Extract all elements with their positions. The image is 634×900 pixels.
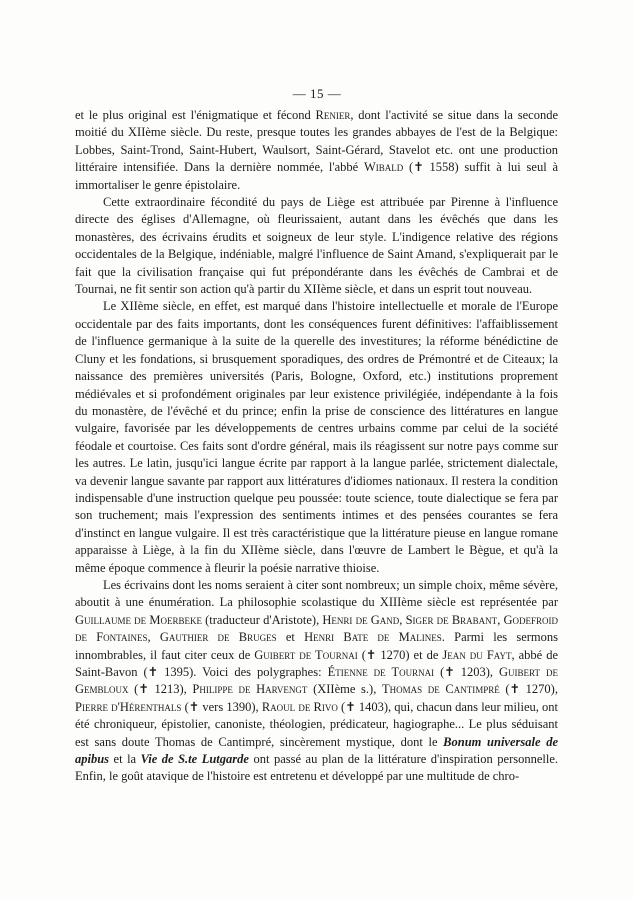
text-run: Le XIIème siècle, en effet, est marqué dans l'histoire intellectuelle et morale de l'Europe occidentale par des faits importants, dont les conséquences furent définitives: l'affaiblissement de l'influence germanique à la suite de la querelle des investitures; la réforme bénédictine de Cluny et les fondations, si brusquement sporadiques, des ordres de Prémontré et de Citeaux; la naissance des premières universités (Paris, Bologne, Oxford, etc.) institutions proprement médiévales et si profondément originales par leur existence privilégiée, indépendante à la fois du monastère, de l'évêché et du prince; enfin la prise de conscience des littératures en langue vulgaire, favorisée par les développements de centres urbains comme par celui de la société féodale et courtoise. Ces faits sont d'ordre général, mais ils réagissent sur notre pays comme sur les autres. Le latin, jusqu'ici langue écrite par rapport à la langue parlée, strictement dialectale, va devenir langue savante par rapport aux littératures d'idiomes nationaux. Il restera la condition indispensable d'une instruction quelque peu poussée: toute science, toute dialectique se fera par son truchement; mais l'expression des sentiments intimes et des pensées courantes se fera d'instinct en langue vulgaire. Il est très caractéristique que la littérature pieuse en langue romane apparaisse à Liège, à la fin du XIIème siècle, dans l'œuvre de Lambert le Bègue, et qu'à la même époque commence à fleurir la poésie narrative thioise. <box>75 299 558 575</box>
text-run: (XIIème s.), <box>307 682 382 697</box>
work-title: Vie de S.te Lutgarde <box>140 752 249 767</box>
person-name: Thomas de Cantimpré <box>381 682 500 697</box>
text-run: (✝ 1558) suffit à lui seul à immortaliser le genre épistolaire. <box>75 160 558 192</box>
paragraph <box>75 577 558 786</box>
text-run: (✝ 1203), <box>434 665 500 679</box>
text-run: , <box>399 612 406 627</box>
page-number: — 15 — <box>292 86 342 101</box>
text-run: , <box>497 612 504 627</box>
paragraph <box>75 298 558 577</box>
text-run: . Parmi les sermons innombrables, il faut citer ceux de <box>75 630 558 662</box>
person-name: Henri de Gand <box>322 612 400 627</box>
text-run: et le plus original est l'énigmatique et fécond <box>75 108 316 122</box>
person-name: Philippe de Harvengt <box>192 682 308 697</box>
person-name: Étienne de Tournai <box>327 665 435 679</box>
person-name: Pierre d'Hérenthals <box>75 699 182 714</box>
text-run: (✝ 1270) et de <box>357 647 443 662</box>
person-name: Guillaume de Moerbeke <box>75 612 202 627</box>
person-name: Wibald <box>363 160 404 175</box>
text-run: (✝ 1213), <box>128 682 193 697</box>
text-run: (✝ vers 1390), <box>181 699 262 714</box>
paragraph <box>75 194 558 298</box>
person-name: Guibert de Gembloux <box>75 665 558 697</box>
body-text <box>75 107 558 786</box>
text-run: (traducteur d'Aristote), <box>201 612 323 627</box>
text-run: Cette extraordinaire fécondité du pays de Liège est attribuée par Pirenne à l'influence directe des églises d'Allemagne, où fleurissaient, autant dans les évêchés que dans les monastères, des écrivains érudits et soigneux de leur style. L'indigence relative des régions occidentales de la Belgique, indéniable, malgré l'influence de Saint Amand, s'expliquerait par le fait que la civilisation française qui fut prépondérante dans les évêchés de Cambrai et de Tournai, ne fit sentir son action qu'à partir du XIIème siècle, et dans un esprit tout nouveau. <box>75 195 558 297</box>
work-title: Bonum universale de apibus <box>75 734 558 767</box>
person-name: Gauthier de Bruges <box>159 630 277 645</box>
paragraph <box>75 107 558 194</box>
person-name: Siger de Brabant <box>405 612 498 627</box>
person-name: Guibert de Tournai <box>254 647 358 662</box>
person-name: Godefroid de Fontaines <box>75 612 559 645</box>
text-run: ont passé au plan de la littérature d'inspiration personnelle. Enfin, le goût atavique de l'histoire est entretenu et développé par une multitude de chro- <box>75 752 559 784</box>
text-run: et <box>276 630 305 645</box>
text-run: , abbé de Saint-Bavon (✝ 1395). Voici des polygraphes: <box>75 647 559 679</box>
text-run: , <box>147 630 160 645</box>
text-run: Les écrivains dont les noms seraient à citer sont nombreux; un simple choix, même sévère, aboutit à une énumération. La philosophie scolastique du XIIIème siècle est représentée par <box>75 577 558 610</box>
text-run: (✝ 1270), <box>499 682 558 697</box>
text-run: et la <box>109 752 141 767</box>
text-run: (✝ 1403), qui, chacun dans leur milieu, ont été chroniqueur, épistolier, canoniste, théologien, prédicateur, hagiographe... Le plus séduisant est sans doute Thomas de Cantimpré, sincèrement mystique, dont le <box>75 699 559 749</box>
person-name: Renier <box>315 108 351 122</box>
person-name: Raoul de Rivo <box>261 699 338 714</box>
text-run: , dont l'activité se situe dans la seconde moitié du XIIème siècle. Du reste, presque toutes les grandes abbayes de l'est de la Belgique: Lobbes, Saint-Trond, Saint-Hubert, Waulsort, Saint-Gérard, Stavelot etc. ont une production littéraire intensifiée. Dans la dernière nommée, l'abbé <box>75 108 558 175</box>
person-name: Jean du Fayt <box>442 647 512 662</box>
person-name: Henri Bate de Malines <box>304 630 442 645</box>
